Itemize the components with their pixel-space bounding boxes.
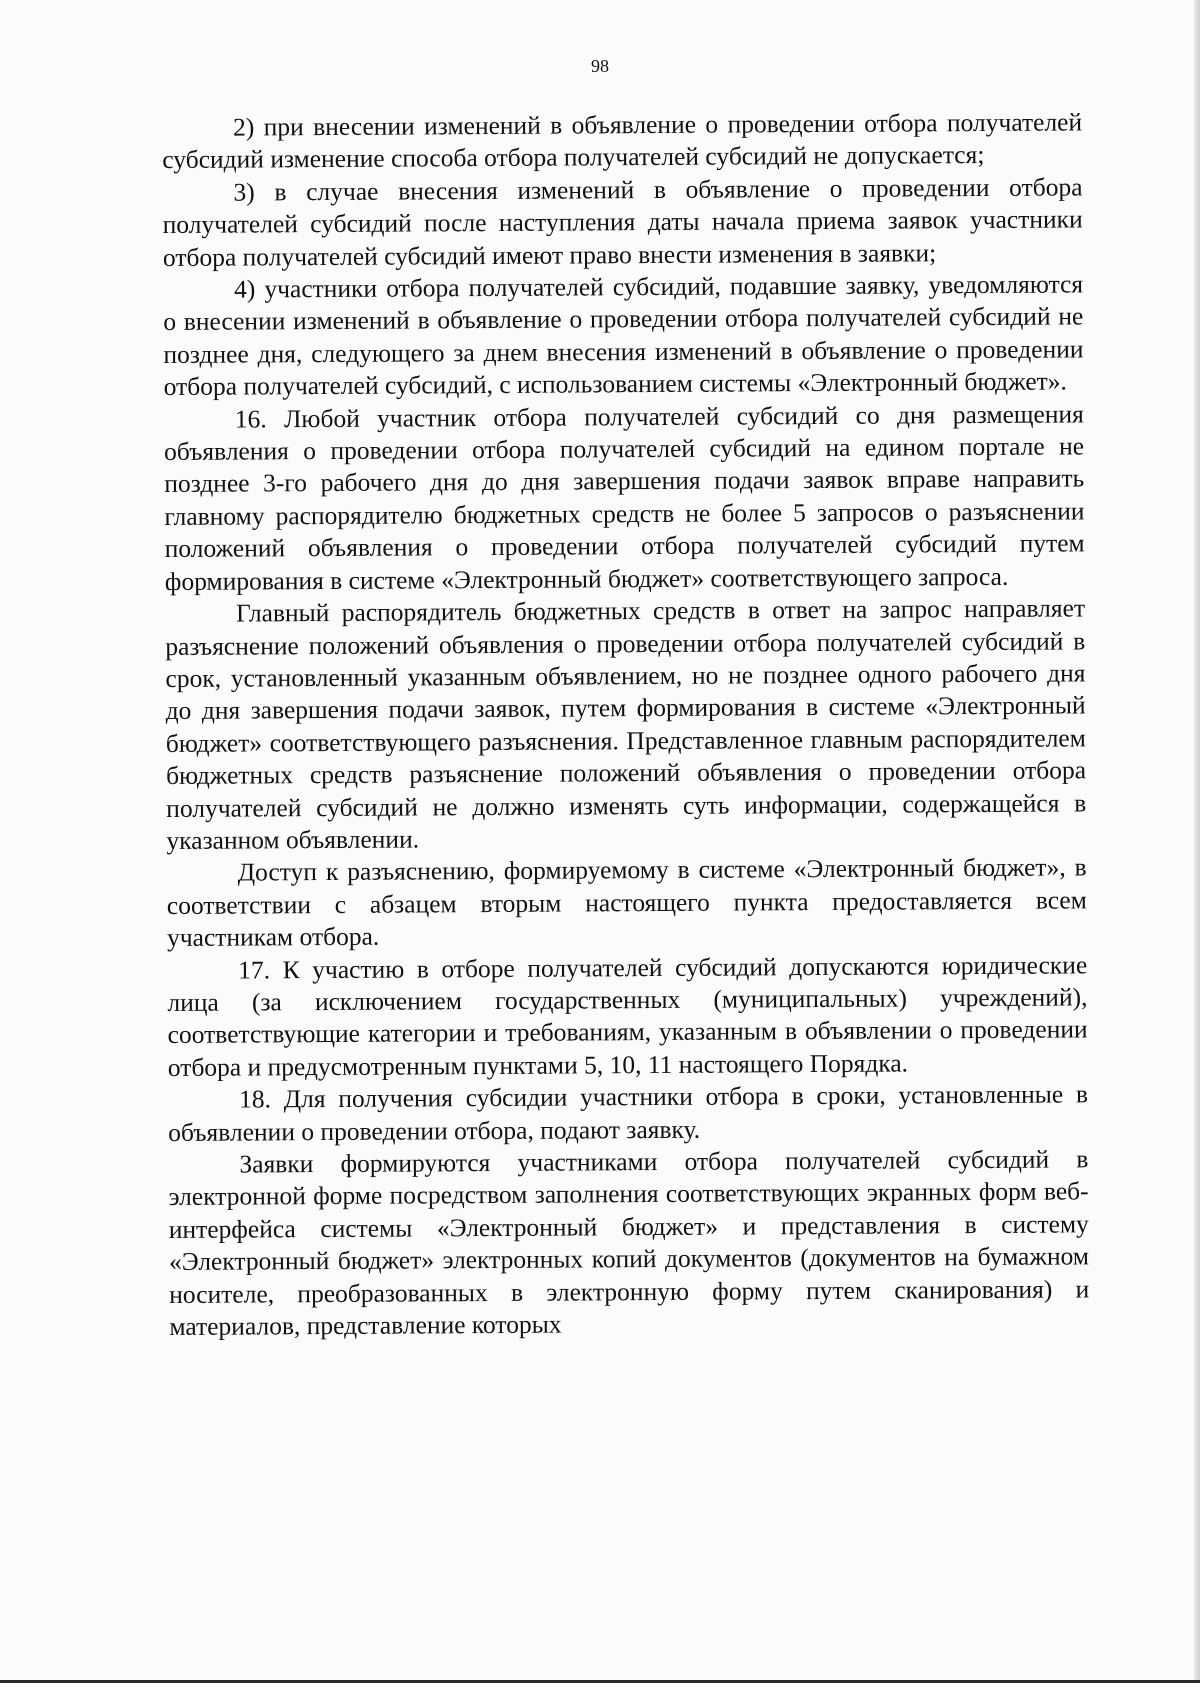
paragraph-item-2-no-method-change: 2) при внесении изменений в объявление о проведении отбора получателей субсидий изменение способа отбора получателей субсидий не допускается;	[162, 107, 1083, 175]
paragraph-section-16-clarification-requests: 16. Любой участник отбора получателей субсидий со дня размещения объявления о проведении отбора получателей субсидий на едином портале не позднее 3-го рабочего дня до дня завершения подачи заявок вправе направить главному распорядителю бюджетных средств не более 5 запросов о разъяснении положений объявления о проведении отбора получателей субсидий путем формирования в системе «Электронный бюджет» соответствующего запроса.	[163, 399, 1085, 596]
scan-edge-bottom	[0, 1680, 1200, 1697]
scan-edge-right	[1194, 0, 1200, 1697]
paragraph-section-18-application-submission: 18. Для получения субсидии участники отбора в сроки, установленные в объявлении о проведении отбора, подают заявку.	[168, 1079, 1089, 1147]
paragraph-item-3-application-changes: 3) в случае внесения изменений в объявление о проведении отбора получателей субсидий после наступления даты начала приема заявок участники отбора получателей субсидий имеют право внести изменения в заявки;	[162, 172, 1083, 272]
paragraph-application-electronic-form: Заявки формируются участниками отбора получателей субсидий в электронной форме посредством заполнения соответствующих экранных форм веб-интерфейса системы «Электронный бюджет» и представления в систему «Электронный бюджет» электронных копий документов (документов на бумажном носителе, преобразованных в электронную форму путем сканирования) и материалов, представление которых	[168, 1144, 1090, 1342]
paragraph-item-4-notification: 4) участники отбора получателей субсидий, подавшие заявку, уведомляются о внесении изменений в объявление о проведении отбора получателей субсидий не позднее дня, следующего за днем внесения изменений в объявление о проведении отбора получателей субсидий, с использованием системы «Электронный бюджет».	[163, 269, 1084, 402]
paragraph-clarification-response: Главный распорядитель бюджетных средств в ответ на запрос направляет разъяснение положений объявления о проведении отбора получателей субсидий в срок, установленный указанным объявлением, но не позднее одного рабочего дня до дня завершения подачи заявок, путем формирования в системе «Электронный бюджет» соответствующего разъяснения. Представленное главным распорядителем бюджетных средств разъяснение положений объявления о проведении отбора получателей субсидий не должно изменять суть информации, содержащейся в указанном объявлении.	[165, 593, 1087, 855]
page-number: 98	[591, 56, 609, 76]
document-body	[162, 106, 1090, 1343]
paragraph-section-17-eligibility: 17. К участию в отборе получателей субсидий допускаются юридические лица (за исключением государственных (муниципальных) учреждений), соответствующие категории и требованиям, указанным в объявлении о проведении отбора и предусмотренным пунктами 5, 10, 11 настоящего Порядка.	[167, 949, 1088, 1082]
paragraph-clarification-access: Доступ к разъяснению, формируемому в системе «Электронный бюджет», в соответствии с абзацем вторым настоящего пункта предоставляется всем участникам отбора.	[166, 852, 1087, 953]
